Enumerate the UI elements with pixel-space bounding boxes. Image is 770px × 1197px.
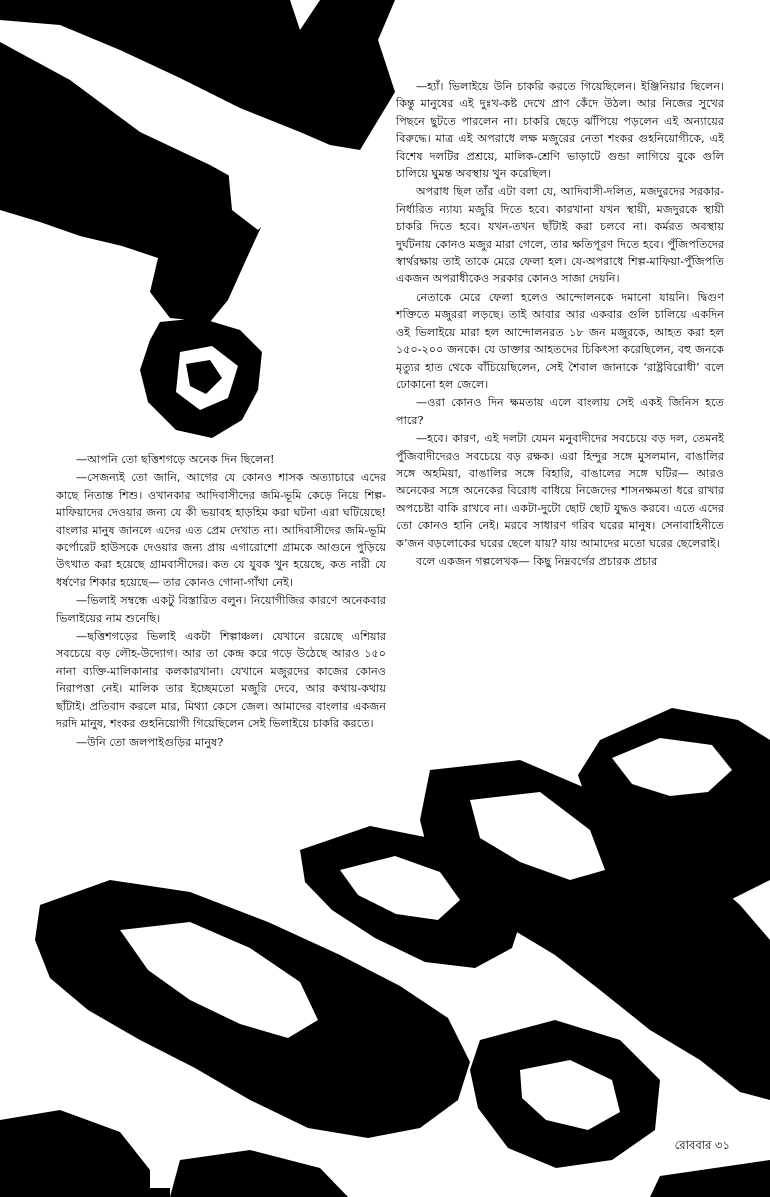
page-number-footer: রোববার ৩১ xyxy=(674,1138,730,1152)
paragraph: —ওরা কোনও দিন ক্ষমতায় এলে বাংলায় সেই একই জিনিস হতে পারে? xyxy=(396,396,724,427)
article-left-column xyxy=(56,451,386,752)
paragraph: —ছত্তিশগড়ের ভিলাই একটা শিল্পাঞ্চল। যেখানে রয়েছে এশিয়ার সবচেয়ে বড় লৌহ-উদ্যোগ। আর তা কেন্দ্র করে গড়ে উঠেছে আরও ১৫০ নানা ব্যক্তি-মালিকানার কলকারখানা। যেখানে মজুরদের কাজের কোনও নিরাপত্তা নেই। মালিক তার ইচ্ছেমতো মজুরি দেবে, আর কথায়-কথায় ছাঁটাই। প্রতিবাদ করলে মার, মিথ্যা কেসে জেল। আমাদের বাংলার একজন দরদি মানুষ, শংকর গুহনিয়োগী গিয়েছিলেন সেই ভিলাইয়ে চাকরি করতে। xyxy=(56,630,386,731)
bottom-brush-strokes xyxy=(0,708,770,1197)
paragraph: —হবে। কারণ, এই দলটা যেমন মনুবাদীদের সবচেয়ে বড় দল, তেমনই পুঁজিবাদীদেরও সবচেয়ে বড় রক্ষক। এরা হিন্দুর সঙ্গে মুসলমান, বাঙালির সঙ্গে অহমিয়া, বাঙালির সঙ্গে বিহারি, বাঙালের সঙ্গে ঘটির— আরও অনেকের সঙ্গে অনেকের বিরোধ বাধিয়ে নিজেদের শাসনক্ষমতা ধরে রাখার অপচেষ্টা বাকি রাখবে না। একটা-দুটো ছোট ছোট যুদ্ধও করবে। এতে এদের তো কোনও হানি নেই। মরবে সাধারণ গরিব ঘরের মানুষ। সেনাবাহিনীতে ক’জন বড়লোকের ঘরের ছেলে যায়? যায় আমাদের মতো ঘরের ছেলেরাই। xyxy=(396,432,724,550)
paragraph: —উনি তো জলপাইগুড়ির মানুষ? xyxy=(76,735,224,749)
paragraph: —সেজন্যই তো জানি, আগের যে কোনও শাসক অত্যাচারে এদের কাছে নিতান্ত শিশু। ওখানকার আদিবাসীদের জমি-ভূমি কেড়ে নিয়ে শিল্প-মাফিয়াদের দেওয়ার জন্য যে কী ভয়াবহ হাড়হিম করা ঘটনা এরা ঘটিয়েছে! বাংলার মানুষ জানলে এদের এত প্রেম দেখাত না। আদিবাসীদের জমি-ভূমি কর্পোরেট হাউসকে দেওয়ার জন্য প্রায় এগারোশো গ্রামকে আগুনে পুড়িয়ে উৎখাত করা হয়েছে গ্রামবাসীদের। কত যে যুবক খুন হয়েছে, কত নারী যে ধর্ষণের শিকার হয়েছে— তার কোনও গোনা-গাঁথা নেই। xyxy=(56,471,386,589)
paragraph: —ভিলাই সম্বন্ধে একটু বিস্তারিত বলুন। নিয়োগীজির কারণে অনেকবার ভিলাইয়ের নাম শুনেছি। xyxy=(56,594,386,625)
paragraph: নেতাকে মেরে ফেলা হলেও আন্দোলনকে দমানো যায়নি। দ্বিগুণ শক্তিতে মজুররা লড়ছে। তাই আবার আর একবার গুলি চালিয়ে একদিন ওই ভিলাইয়ে মারা হল আন্দোলনরত ১৮ জন মজুরকে, আহত করা হল ১৫০-২০০ জনকে। যে ডাক্তার আহতদের চিকিৎসা করেছিলেন, বহু জনকে মৃত্যুর হাত থেকে বাঁচিয়েছিলেন, সেই শৈবাল জানাকে ‘রাষ্ট্রবিরোধী’ বলে ঢোকানো হল জেলে। xyxy=(396,290,724,391)
paragraph: —হ্যাঁ। ভিলাইয়ে উনি চাকরি করতে গিয়েছিলেন। ইঞ্জিনিয়ার ছিলেন। কিন্তু মানুষের এই দুঃখ-কষ্ট দেখে প্রাণ কেঁদে উঠল। আর নিজের সুখের পিছনে ছুটতে পারলেন না। চাকরি ছেড়ে ঝাঁপিয়ে পড়লেন এই অন্যায়ের বিরুদ্ধে। মাত্র এই অপরাধে লক্ষ মজুরের নেতা শংকর গুহনিয়োগীকে, এই বিশেষ দলটির প্রশ্রয়ে, মালিক-শ্রেণি ভাড়াটে গুন্ডা লাগিয়ে বুকে গুলি চালিয়ে ঘুমন্ত অবস্থায় খুন করেছিল। xyxy=(396,80,724,181)
paragraph: বলে একজন গল্পলেখক— কিছু নিম্নবর্গের প্রচারক প্রচার xyxy=(416,554,658,568)
paragraph: অপরাধ ছিল তাঁর এটা বলা যে, আদিবাসী-দলিত, মজদুরদের সরকার-নির্ধারিত ন্যায্য মজুরি দিতে হবে। কারখানা যখন স্থায়ী, মজদুরকে স্থায়ী চাকরি দিতে হবে। যখন-তখন ছাঁটাই করা চলবে না। কর্মরত অবস্থায় দুর্ঘটনায় কোনও মজুর মারা গেলে, তার ক্ষতিপূরণ দিতে হবে। পুঁজিপতিদের স্বার্থরক্ষায় তাই তাকে মেরে ফেলা হল। যে-অপরাধে শিল্প-মাফিয়া-পুঁজিপতি একজন অপরাধীকেও সরকার কোনও সাজা দেয়নি। xyxy=(396,185,724,286)
top-brush-strokes xyxy=(0,0,395,438)
article-right-column xyxy=(396,78,724,571)
paragraph: —আপনি তো ছত্তিশগড়ে অনেক দিন ছিলেন! xyxy=(76,453,275,466)
